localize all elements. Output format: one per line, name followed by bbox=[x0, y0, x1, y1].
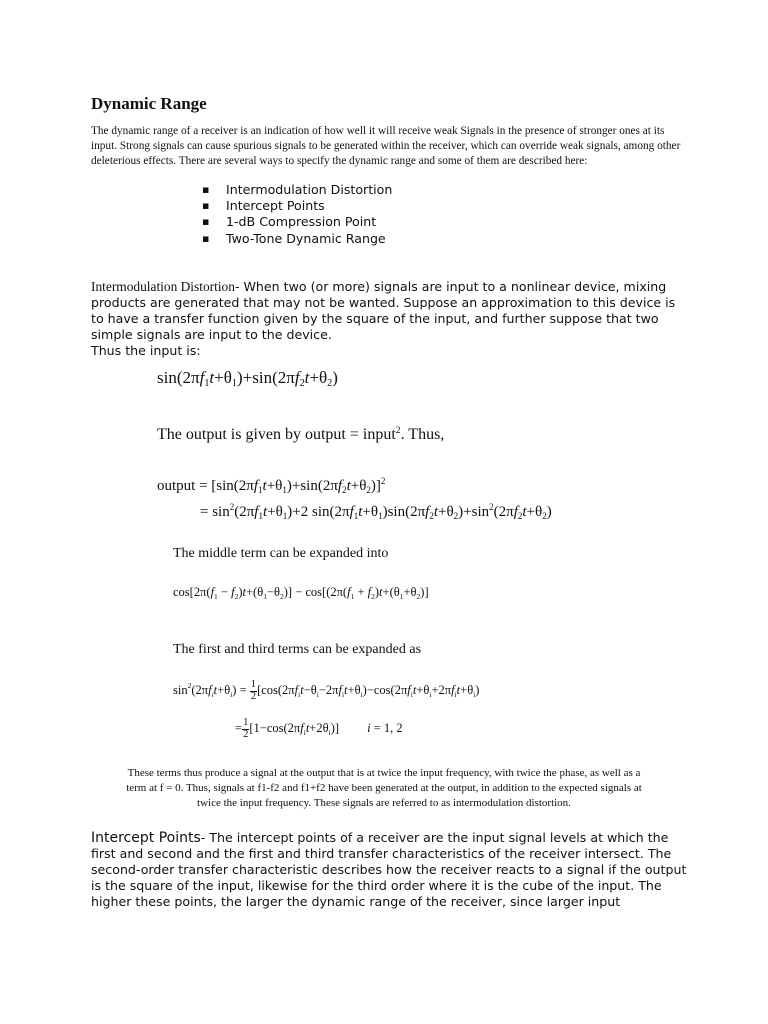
conclusion-line: twice the input frequency. These signals are referred to as intermodulation distortion. bbox=[197, 797, 571, 809]
input-equation: $\sin(2\pi f_1t+\theta_1)+\sin(2\pi f_2t+\theta_2)$ bbox=[157, 368, 338, 389]
output-definition-exponent: 2 bbox=[395, 425, 401, 436]
intermodulation-heading: Intermodulation Distortion bbox=[91, 279, 235, 294]
intermodulation-body: - When two (or more) signals are input to a nonlinear device, mixing products are generated that may not be wanted. Suppose an approximation to this device is to have a transfer function given by the square of the input, and further suppose that two simple signals are input to the device. bbox=[91, 279, 676, 342]
list-item: ▪ Intermodulation Distortion bbox=[202, 182, 392, 198]
intermodulation-conclusion bbox=[88, 766, 680, 811]
conclusion-line: These terms thus produce a signal at the output that is at twice the input frequency, with twice the phase, as well as a bbox=[127, 767, 641, 779]
square-expansion-line-1: $\sin^2(2\pi f_it+\theta_i)$ = $\frac{1}{2}$ [$\cos(2\pi f_it-\theta_i-2\pi f_it+\theta_i)-\cos(2\pi f_it+\theta_i+2\pi f_it+\theta_i)$ bbox=[173, 679, 480, 702]
intercept-heading: Intercept Points bbox=[91, 830, 201, 846]
first-third-caption: The first and third terms can be expanded as bbox=[173, 642, 422, 657]
page-title: Dynamic Range bbox=[91, 94, 207, 113]
intermodulation-section bbox=[91, 279, 691, 359]
middle-term-expansion: $\cos[2\pi(f_1 - f_2)t+(\theta_1-\theta_2)] - \cos[(2\pi(f_1 + f_2)t+(\theta_1+\theta_2)]$ bbox=[173, 585, 429, 601]
intercept-section bbox=[91, 830, 691, 910]
output-equation-line-1: output = $[\sin(2\pi f_1t+\theta_1)+\sin(2\pi f_2t+\theta_2)]^2$ bbox=[157, 476, 386, 495]
middle-term-caption: The middle term can be expanded into bbox=[173, 546, 389, 561]
conclusion-line: term at f = 0. Thus, signals at f1-f2 and f1+f2 have been generated at the output, in addition to the expected signals at bbox=[126, 782, 642, 794]
output-definition-end: . Thus, bbox=[400, 426, 445, 443]
output-definition-text: The output is given by output = input bbox=[157, 426, 396, 443]
output-definition bbox=[157, 425, 444, 444]
intro-paragraph: The dynamic range of a receiver is an indication of how well it will receive weak Signals in the presence of stronger ones at its input. Strong signals can cause spurious signals to be generated within the receiver, which can override weak signals, among other deleterious effects. There are several ways to specify the dynamic range and some of them are described here: bbox=[91, 125, 681, 167]
square-expansion-line-2: = $\frac{1}{2}$ $[1-\cos(2\pi f_it+2\theta_i)]$ i = 1, 2 bbox=[235, 717, 403, 740]
input-lead-in: Thus the input is: bbox=[91, 343, 201, 358]
list-item: ▪ Intercept Points bbox=[202, 198, 392, 214]
output-equation-line-2: = $\sin^2(2\pi f_1t+\theta_1)+2$ $\sin(2\pi f_1t+\theta_1)\sin(2\pi f_2t+\theta_2)+\sin^2(2\pi f_2t+\theta_2)$ bbox=[200, 502, 552, 521]
intercept-body: - The intercept points of a receiver are the input signal levels at which the first and second and the first and third transfer characteristics of the receiver intersect. The second-order transfer characteristic describes how the receiver reacts to a signal if the output is the square of the input, likewise for the third order where it is the cube of the input. The higher these points, the larger the dynamic range of the receiver, since larger input bbox=[91, 830, 687, 909]
dynamic-range-methods-list bbox=[202, 182, 392, 247]
list-item: ▪ 1-dB Compression Point bbox=[202, 214, 392, 230]
list-item: ▪ Two-Tone Dynamic Range bbox=[202, 231, 392, 247]
